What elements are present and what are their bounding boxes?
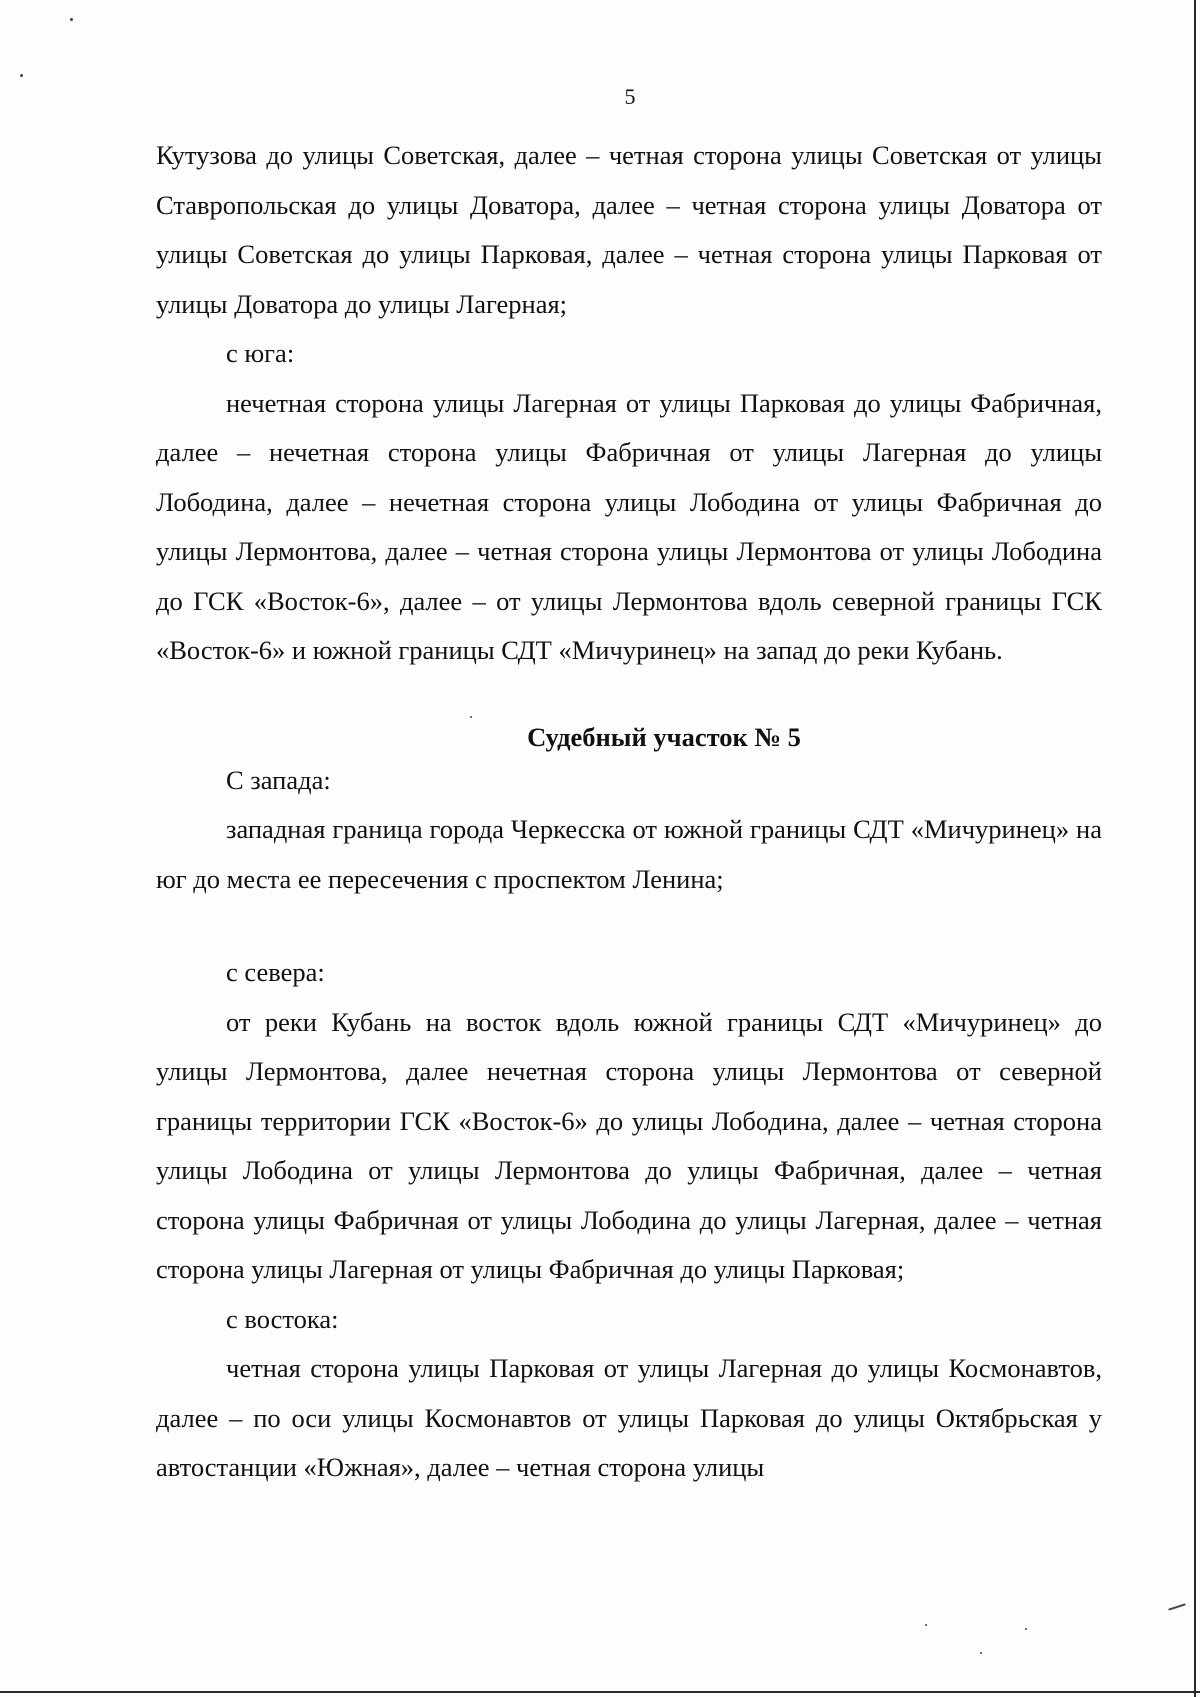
subheading-west: С запада:: [226, 764, 331, 795]
scan-speck: [1168, 1603, 1186, 1610]
paragraph-south-boundary: нечетная сторона улицы Лагерная от улицы Парковая до улицы Фабричная, далее – нечетная сторона улицы Фабричная от улицы Лагерная до улицы Лободина, далее – нечетная сторона улицы Лободина от улицы Фабричная до улицы Лермонтова, далее – четная сторона улицы Лермонтова от улицы Лободина до ГСК «Восток-6», далее – от улицы Лермонтова вдоль северной границы ГСК «Восток-6» и южной границы СДТ «Мичуринец» на запад до реки Кубань.: [156, 387, 1102, 665]
subheading-north: с севера:: [226, 957, 325, 987]
paragraph-east-boundary: четная сторона улицы Парковая от улицы Лагерная до улицы Космонавтов, далее – по оси улицы Космонавтов от улицы Парковая до улицы Октябрьская у автостанции «Южная», далее – четная сторона улицы: [156, 1353, 1102, 1482]
subheading-south: с юга:: [226, 338, 295, 368]
section-heading: Судебный участок № 5: [527, 721, 801, 752]
subheading-east: с востока:: [226, 1303, 339, 1334]
scan-speck: [1025, 1628, 1027, 1630]
paragraph-continuation: Кутузова до улицы Советская, далее – четная сторона улицы Советская от улицы Ставропольская до улицы Доватора, далее – четная сторона улицы Доватора от улицы Советская до улицы Парковая, далее – четная сторона улицы Парковая от улицы Доватора до улицы Лагерная;: [156, 140, 1102, 319]
scan-speck: [20, 74, 23, 77]
page-number: 5: [624, 84, 636, 109]
scan-speck: [980, 1652, 982, 1654]
paragraph-west-boundary: западная граница города Черкесска от южной границы СДТ «Мичуринец» на юг до места ее пересечения с проспектом Ленина;: [156, 814, 1102, 894]
scan-speck: [925, 1624, 927, 1626]
scan-speck: [70, 18, 73, 21]
paragraph-north-boundary: от реки Кубань на восток вдоль южной границы СДТ «Мичуринец» до улицы Лермонтова, далее нечетная сторона улицы Лермонтова от северной границы территории ГСК «Восток-6» до улицы Лободина, далее – четная сторона улицы Лободина от улицы Лермонтова до улицы Фабричная, далее – четная сторона улицы Фабричная от улицы Лободина до улицы Лагерная, далее – четная сторона улицы Лагерная от улицы Фабричная до улицы Парковая;: [156, 1006, 1102, 1284]
document-body: [156, 131, 1102, 1493]
page-border-bottom: [0, 1691, 1200, 1693]
page-border-right: [1194, 0, 1196, 1697]
